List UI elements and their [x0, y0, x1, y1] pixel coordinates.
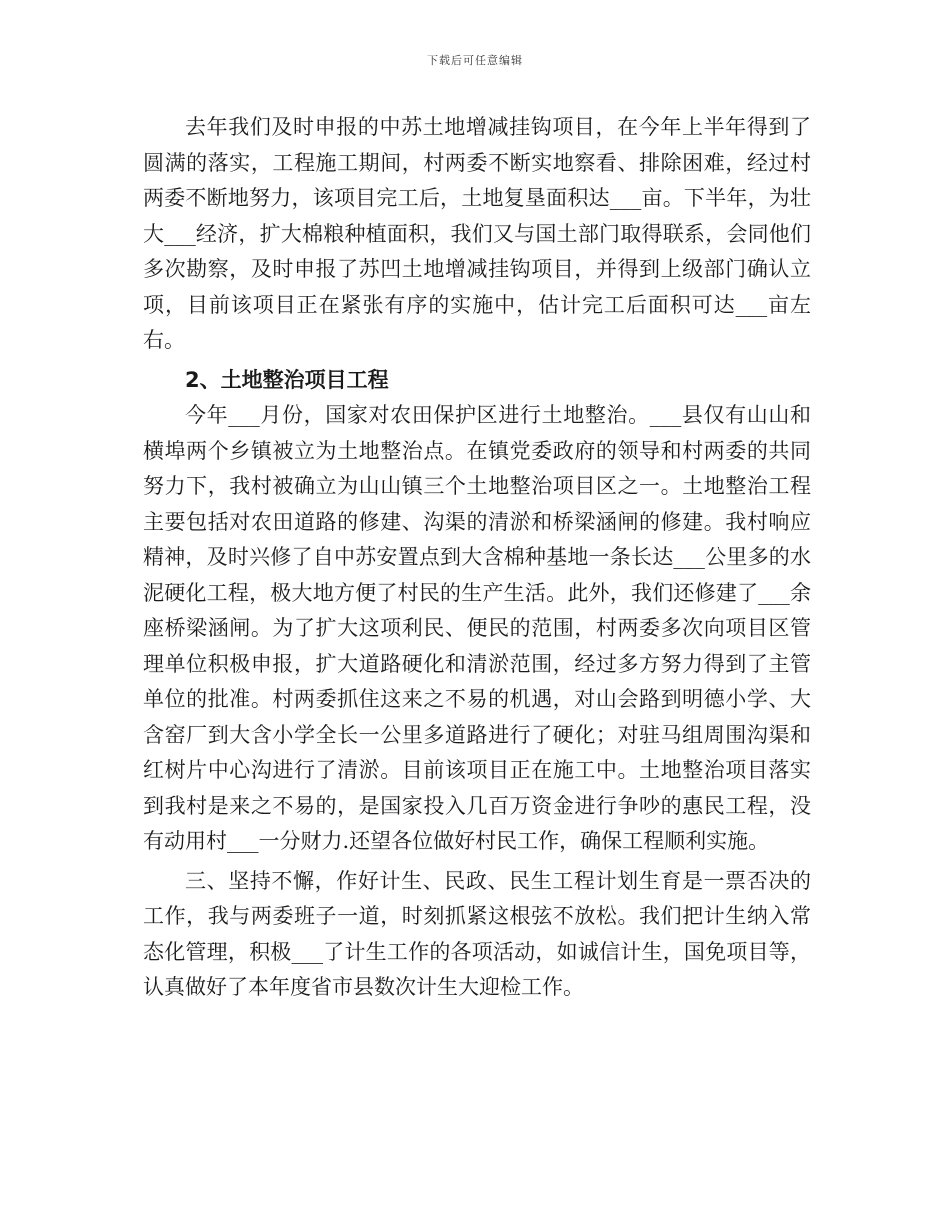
document-body: [143, 110, 811, 1006]
paragraph-land-consolidation: 今年___月份，国家对农田保护区进行土地整治。___县仅有山山和横埠两个乡镇被立为土地整治点。在镇党委政府的领导和村两委的共同努力下，我村被确立为山山镇三个土地整治项目区之一。土地整治工程主要包括对农田道路的修建、沟渠的清淤和桥梁涵闸的修建。我村响应精神，及时兴修了自中苏安置点到大含棉种基地一条长达___公里多的水泥硬化工程，极大地方便了村民的生产生活。此外，我们还修建了___余座桥梁涵闸。为了扩大这项利民、便民的范围，村两委多次向项目区管理单位积极申报，扩大道路硬化和清淤范围，经过多方努力得到了主管单位的批准。村两委抓住这来之不易的机遇，对山会路到明德小学、大含窑厂到大含小学全长一公里多道路进行了硬化；对驻马组周围沟渠和红树片中心沟进行了清淤。目前该项目正在施工中。土地整治项目落实到我村是来之不易的，是国家投入几百万资金进行争吵的惠民工程，没有动用村___一分财力.还望各位做好村民工作，确保工程顺利实施。: [143, 403, 811, 853]
paragraph-family-planning: 三、坚持不懈，作好计生、民政、民生工程计划生育是一票否决的工作，我与两委班子一道，时刻抓紧这根弦不放松。我们把计生纳入常态化管理，积极___了计生工作的各项活动，如诚信计生，国免项目等，认真做好了本年度省市县数次计生大迎检工作。: [143, 868, 811, 999]
page-header: 下载后可任意编辑: [427, 54, 523, 67]
section-heading-land-consolidation: 2、土地整治项目工程: [185, 367, 389, 392]
paragraph-land-linkage: 去年我们及时申报的中苏土地增减挂钩项目，在今年上半年得到了圆满的落实，工程施工期间，村两委不断实地察看、排除困难，经过村两委不断地努力，该项目完工后，土地复垦面积达___亩。下半年，为壮大___经济，扩大棉粮种植面积，我们又与国土部门取得联系，会同他们多次勘察，及时申报了苏凹土地增减挂钩项目，并得到上级部门确认立项，目前该项目正在紧张有序的实施中，估计完工后面积可达___亩左右。: [143, 115, 811, 352]
